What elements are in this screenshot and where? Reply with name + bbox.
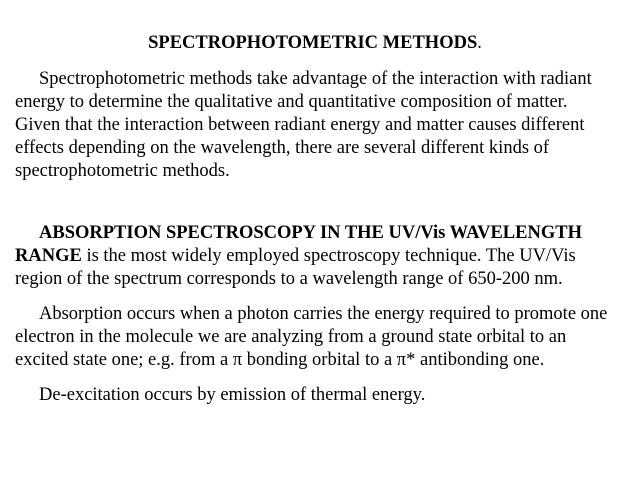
document-title bbox=[15, 30, 615, 56]
document-page bbox=[15, 30, 615, 407]
intro-paragraph: Spectrophotometric methods take advantage of the interaction with radiant energy to determine the qualitative and quantitative composition of matter. Given that the interaction between radiant energy and matter causes different effects depending on the wavelength, there are several different kinds of spectrophotometric methods. bbox=[15, 69, 592, 181]
absorption-text: is the most widely employed spectroscopy technique. The UV/Vis region of the spectrum corresponds to a wavelength range of 650-200 nm. bbox=[15, 246, 576, 289]
title-punctuation: . bbox=[477, 33, 482, 53]
title-text: SPECTROPHOTOMETRIC METHODS bbox=[148, 33, 478, 53]
absorption-heading: ABSORPTION SPECTROSCOPY IN THE UV/Vis WAVELENGTH RANGE bbox=[15, 223, 582, 266]
absorption-detail-paragraph: Absorption occurs when a photon carries the energy required to promote one electron in the molecule we are analyzing from a ground state orbital to an excited state one; e.g. from a π bonding orbital to a π* antibonding one. bbox=[15, 304, 608, 370]
deexcitation-paragraph: De-excitation occurs by emission of thermal energy. bbox=[39, 385, 426, 405]
absorption-paragraph bbox=[15, 222, 615, 291]
